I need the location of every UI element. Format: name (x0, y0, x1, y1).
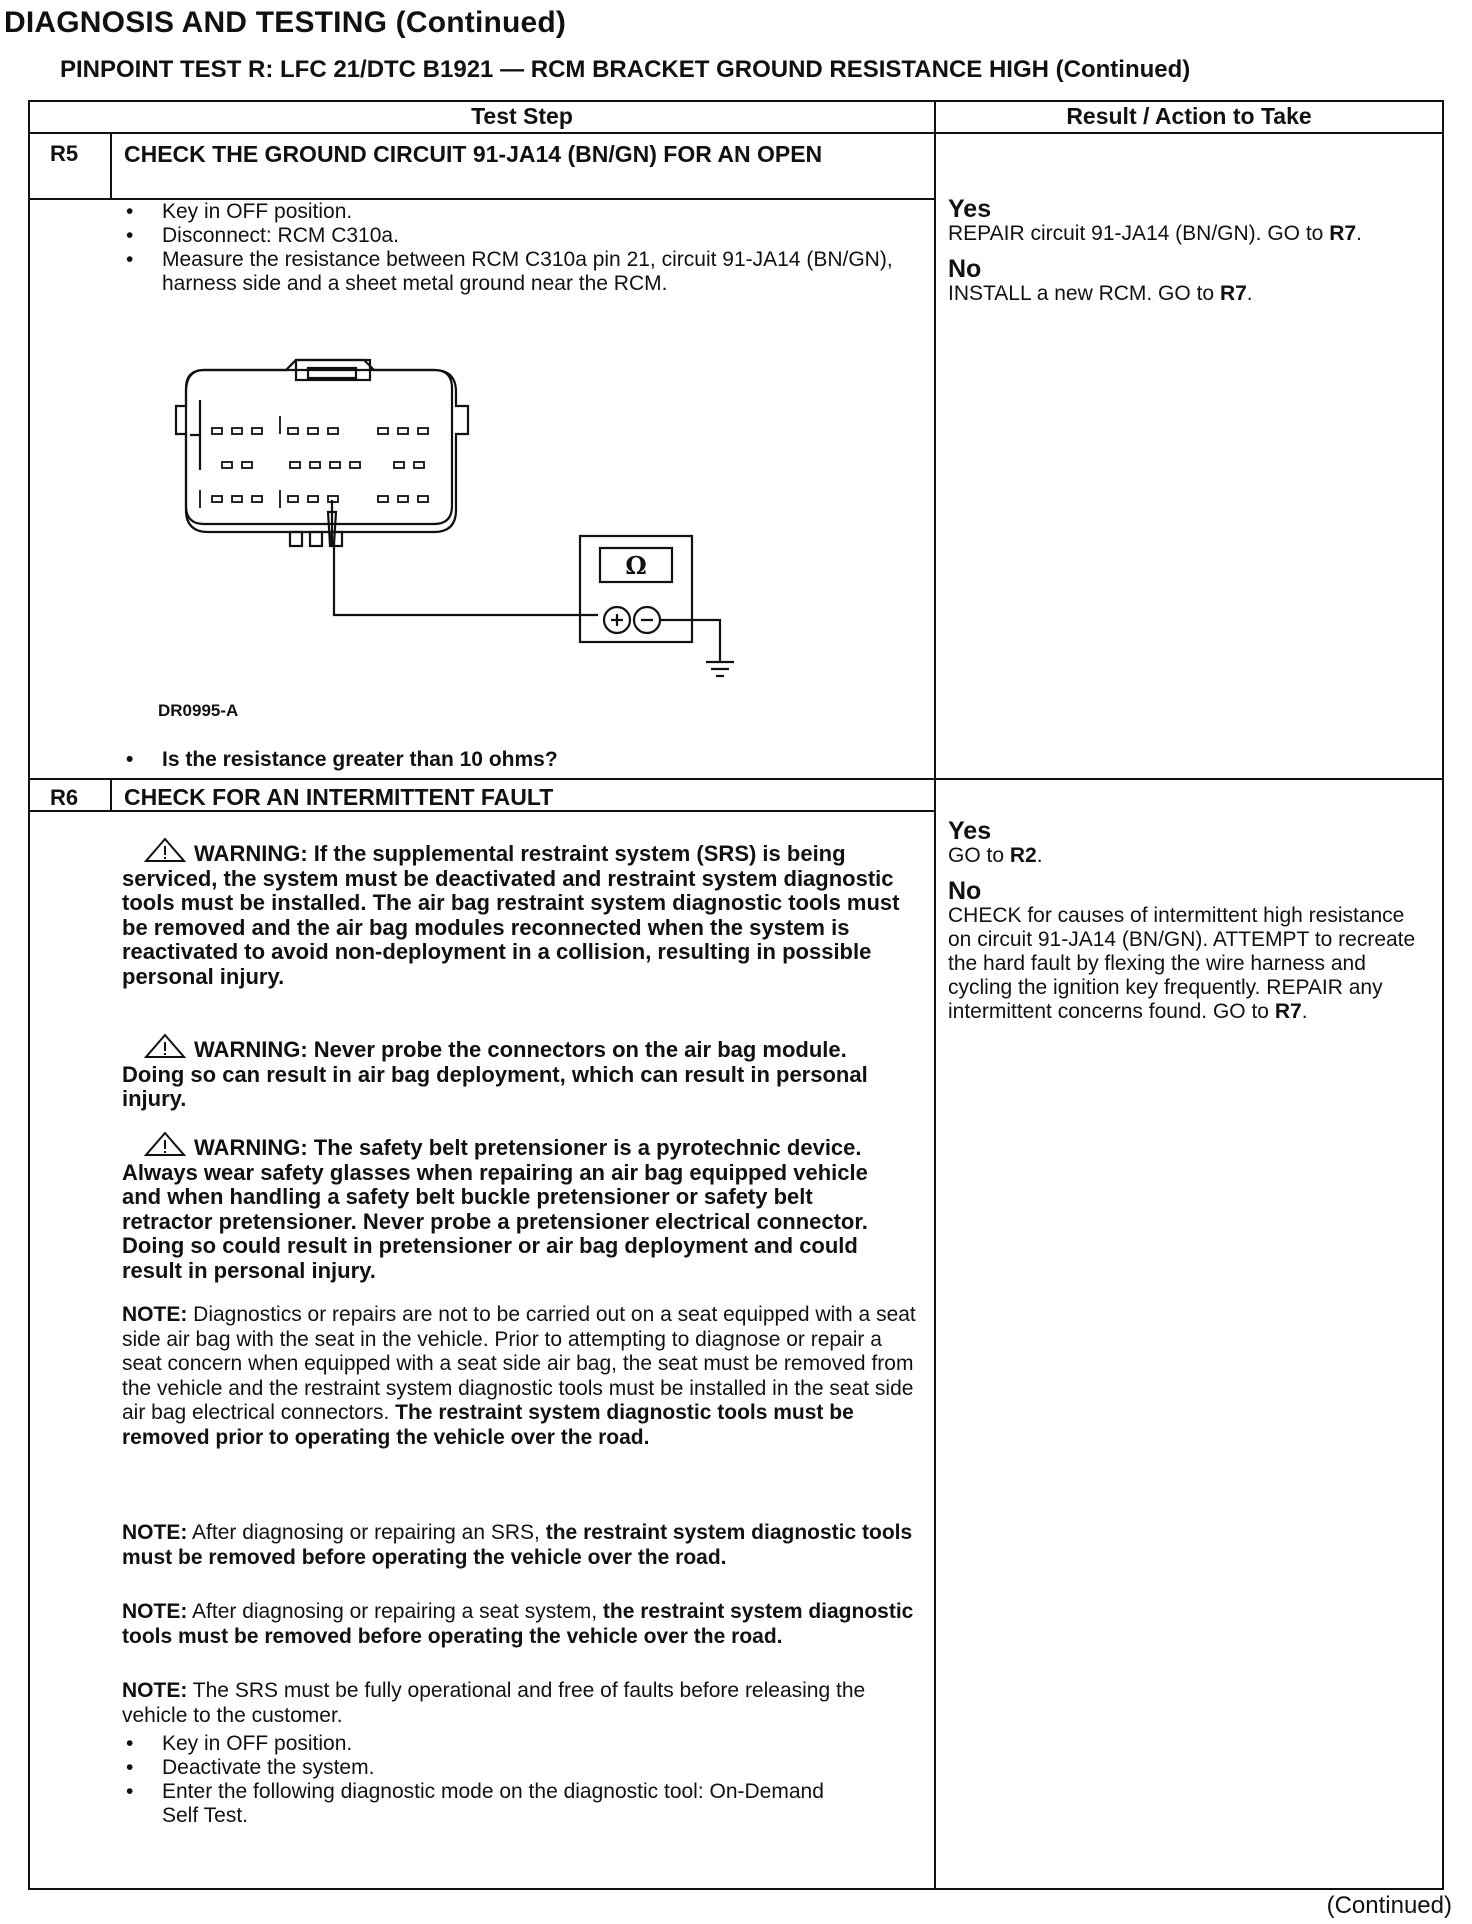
note-emphasis: The restraint system diagnostic tools must be removed prior to operating the vehicle over the road. (122, 1401, 854, 1449)
bullet-item: • Measure the resistance between RCM C310a pin 21, circuit 91-JA14 (BN/GN), harness side and a sheet metal ground near the RCM. (124, 248, 904, 296)
note-text: Diagnostics or repairs are not to be carried out on a seat equipped with a seat side air bag with the seat in the vehicle. Prior to attempting to diagnose or repair a seat concern when equipped with a seat side air bag, the seat must be removed from the vehicle and the restraint system diagnostic tools must be installed in the seat side air bag electrical connectors. (122, 1303, 916, 1424)
result-r6: Yes GO to R2. No CHECK for causes of intermittent high resistance on circuit 91-JA14 (BN/GN). ATTEMPT to recreate the hard fault by flexing the wire harness and cycling the ignition key frequently. REPAIR any intermittent concerns found. GO to R7. (948, 818, 1428, 1034)
note-text: After diagnosing or repairing an SRS, (192, 1521, 540, 1544)
note-label: NOTE: (122, 1521, 188, 1544)
ground-symbol-icon (706, 662, 734, 676)
bullet-item: • Key in OFF position. (124, 200, 904, 224)
note-label: NOTE: (122, 1600, 188, 1623)
no-ref: R7 (1219, 282, 1247, 305)
note-label: NOTE: (122, 1679, 188, 1702)
row-divider-r6 (28, 778, 1444, 780)
yes-label: Yes (948, 195, 992, 223)
column-divider (934, 100, 936, 1890)
warning-triangle-icon (144, 837, 186, 863)
header-result-action: Result / Action to Take (1066, 103, 1312, 129)
probe-tip (328, 500, 336, 546)
warning-triangle-icon (144, 1033, 186, 1059)
step-id-divider-r6 (110, 779, 112, 810)
yes-action: REPAIR circuit 91-JA14 (BN/GN). GO to (948, 222, 1324, 245)
note-emphasis: the restraint system diagnostic tools must be removed before operating the vehicle over the road. (122, 1600, 914, 1648)
step-bullets-r6 (124, 1732, 844, 1828)
figure-label: DR0995-A (158, 701, 239, 720)
pinpoint-test-title: PINPOINT TEST R: LFC 21/DTC B1921 — RCM BRACKET GROUND RESISTANCE HIGH (Continued) (60, 56, 1191, 83)
yes-ref: R7 (1329, 222, 1357, 245)
note-after-srs (122, 1521, 922, 1570)
no-label: No (948, 255, 982, 283)
step-id-divider-r5 (110, 133, 112, 199)
header-divider (28, 132, 1444, 134)
warning-text: WARNING: The safety belt pretensioner is a pyrotechnic device. Always wear safety glasses when repairing an air bag equipped vehicle and when handling a safety belt buckle pretensioner or safety belt retractor pretensioner. Never probe a pretensioner electrical connector. Doing so could result in pretensioner or air bag deployment and could result in personal injury. (122, 1135, 868, 1283)
ohm-symbol: Ω (625, 551, 647, 580)
bullet-item: • Deactivate the system. (124, 1756, 844, 1780)
note-label: NOTE: (122, 1303, 188, 1326)
yes-action: GO to (948, 844, 1005, 867)
connector-measurement-diagram (160, 350, 760, 730)
warning-text: WARNING: If the supplemental restraint system (SRS) is being serviced, the system must be deactivated and restraint system diagnostic tools must be installed. The air bag restraint system diagnostic tools must be removed and the air bag modules reconnected when the system is reactivated to avoid non-deployment in a collision, resulting in possible personal injury. (122, 841, 900, 989)
yes-label: Yes (948, 817, 992, 845)
note-seat-side-airbag (122, 1303, 922, 1450)
step-id-r5: R5 (50, 141, 79, 166)
no-ref: R7 (1274, 1000, 1302, 1023)
connector-foot (310, 532, 322, 546)
note-text: After diagnosing or repairing a seat system, (192, 1600, 598, 1623)
question-item: • Is the resistance greater than 10 ohms? (124, 748, 904, 772)
result-r5: Yes REPAIR circuit 91-JA14 (BN/GN). GO to R7. No INSTALL a new RCM. GO to R7. (948, 196, 1428, 316)
bullet-item: • Enter the following diagnostic mode on the diagnostic tool: On-Demand Self Test. (124, 1780, 844, 1828)
step-heading-r6: CHECK FOR AN INTERMITTENT FAULT (124, 784, 554, 810)
warning-text: WARNING: Never probe the connectors on the air bag module. Doing so can result in air bag deployment, which can result in personal injury. (122, 1037, 868, 1111)
terminal-divider (190, 400, 200, 470)
no-label: No (948, 877, 982, 905)
step-heading-r5: CHECK THE GROUND CIRCUIT 91-JA14 (BN/GN) FOR AN OPEN (124, 141, 823, 167)
connector-outline (176, 360, 468, 532)
step-question-r5 (124, 748, 904, 772)
warning-pretensioner (122, 1131, 902, 1283)
note-after-seat (122, 1600, 922, 1649)
continued-footer: (Continued) (1326, 1892, 1452, 1919)
page-title: DIAGNOSIS AND TESTING (Continued) (4, 6, 567, 39)
header-test-step: Test Step (471, 103, 573, 129)
r6-heading-divider (28, 810, 936, 812)
step-bullets-r5 (124, 200, 904, 296)
note-emphasis: the restraint system diagnostic tools must be removed before operating the vehicle over the road. (122, 1521, 913, 1569)
yes-ref: R2 (1009, 844, 1037, 867)
bullet-item: • Key in OFF position. (124, 1732, 844, 1756)
connector-foot (290, 532, 302, 546)
warning-triangle-icon (144, 1131, 186, 1157)
step-id-r6: R6 (50, 785, 79, 810)
probe-lead (334, 546, 598, 615)
warning-airbag-probe (122, 1033, 902, 1112)
note-text: The SRS must be fully operational and free of faults before releasing the vehicle to the customer. (122, 1679, 866, 1727)
warning-srs (122, 837, 902, 989)
no-action: CHECK for causes of intermittent high resistance on circuit 91-JA14 (BN/GN). ATTEMPT to recreate the hard fault by flexing the wire harness and cycling the ignition key frequently. REPAIR any intermittent concerns found. GO to (948, 904, 1416, 1023)
note-srs-operational (122, 1679, 922, 1728)
no-action: INSTALL a new RCM. GO to (948, 282, 1215, 305)
connector-inner-outline (186, 370, 452, 524)
bullet-item: • Disconnect: RCM C310a. (124, 224, 904, 248)
